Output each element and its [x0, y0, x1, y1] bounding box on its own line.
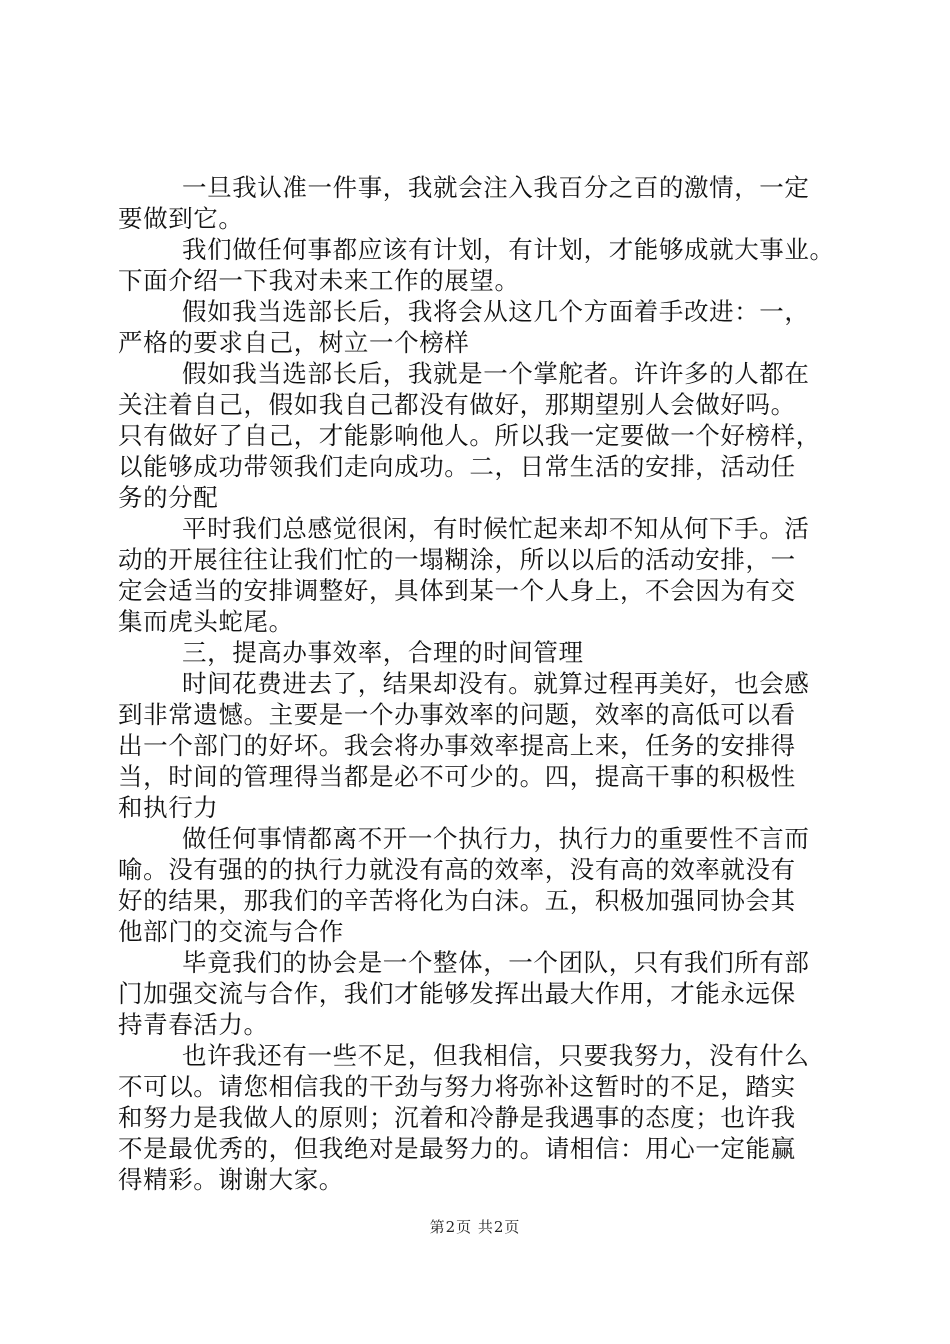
text-line: 一旦我认准一件事，我就会注入我百分之百的激情，一定: [182, 173, 810, 202]
text-line: 也许我还有一些不足，但我相信，只要我努力，没有什么: [182, 1041, 810, 1070]
text-line: 我们做任何事都应该有计划，有计划，才能够成就大事业。: [182, 235, 835, 264]
text-line: 假如我当选部长后，我将会从这几个方面着手改进：一，: [182, 297, 810, 326]
text-line: 定会适当的安排调整好，具体到某一个人身上，不会因为有交: [118, 576, 796, 605]
text-line: 门加强交流与合作，我们才能够发挥出最大作用，才能永远保: [118, 979, 796, 1008]
text-line: 毕竟我们的协会是一个整体，一个团队，只有我们所有部: [182, 948, 810, 977]
text-line: 不可以。请您相信我的干劲与努力将弥补这暂时的不足，踏实: [118, 1072, 796, 1101]
document-body: [118, 172, 848, 1195]
text-line: 下面介绍一下我对未来工作的展望。: [118, 266, 520, 295]
text-line: 和努力是我做人的原则；沉着和冷静是我遇事的态度；也许我: [118, 1103, 796, 1132]
text-line: 出一个部门的好坏。我会将办事效率提高上来，任务的安排得: [118, 731, 796, 760]
text-line: 务的分配: [118, 483, 219, 512]
text-line: 动的开展往往让我们忙的一塌糊涂，所以以后的活动安排，一: [118, 545, 796, 574]
text-line: 要做到它。: [118, 204, 244, 233]
text-line: 只有做好了自己，才能影响他人。所以我一定要做一个好榜样，: [118, 421, 821, 450]
text-line: 集而虎头蛇尾。: [118, 607, 294, 636]
text-line: 假如我当选部长后，我就是一个掌舵者。许许多的人都在: [182, 359, 810, 388]
text-line: 喻。没有强的的执行力就没有高的效率，没有高的效率就没有: [118, 855, 796, 884]
text-line: 关注着自己，假如我自己都没有做好，那期望别人会做好吗。: [118, 390, 796, 419]
text-line: 到非常遗憾。主要是一个办事效率的问题，效率的高低可以看: [118, 700, 796, 729]
text-line: 严格的要求自己，树立一个榜样: [118, 328, 470, 357]
text-line: 平时我们总感觉很闲，有时候忙起来却不知从何下手。活: [182, 514, 810, 543]
text-line: 他部门的交流与合作: [118, 917, 344, 946]
text-line: 得精彩。谢谢大家。: [118, 1165, 344, 1194]
text-line: 和执行力: [118, 793, 219, 822]
page-footer: 第2页 共2页: [429, 1218, 521, 1236]
text-line: 不是最优秀的，但我绝对是最努力的。请相信：用心一定能赢: [118, 1134, 796, 1163]
text-line: 做任何事情都离不开一个执行力，执行力的重要性不言而: [182, 824, 810, 853]
text-line: 以能够成功带领我们走向成功。二，日常生活的安排，活动任: [118, 452, 796, 481]
text-line: 当，时间的管理得当都是必不可少的。四，提高干事的积极性: [118, 762, 796, 791]
text-line: 三，提高办事效率，合理的时间管理: [182, 638, 584, 667]
text-line: 好的结果，那我们的辛苦将化为白沫。五，积极加强同协会其: [118, 886, 796, 915]
text-line: 持青春活力。: [118, 1010, 269, 1039]
text-line: 时间花费进去了，结果却没有。就算过程再美好，也会感: [182, 669, 810, 698]
